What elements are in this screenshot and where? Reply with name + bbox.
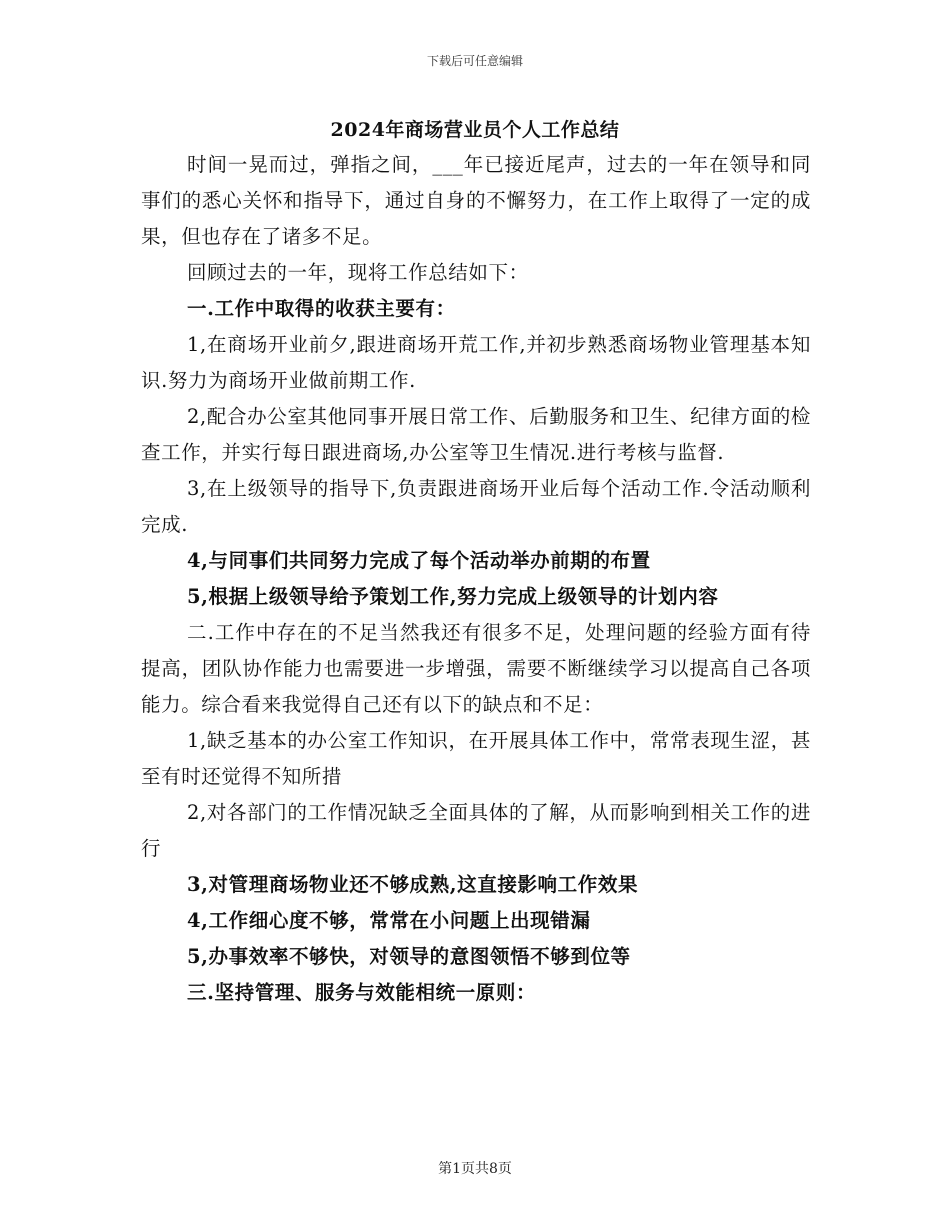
section-heading-principles: 三.坚持管理、服务与效能相统一原则：: [187, 981, 537, 1004]
list-item-shortcoming: 2,对各部门的工作情况缺乏全面具体的了解，从而影响到相关工作的进行: [141, 801, 811, 860]
document-title: 2024年商场营业员个人工作总结: [330, 119, 620, 141]
paragraph-review: 回顾过去的一年，现将工作总结如下：: [187, 261, 529, 284]
list-item-achievement: 1,在商场开业前夕,跟进商场开荒工作,并初步熟悉商场物业管理基本知识.努力为商场开业做前期工作.: [141, 333, 811, 392]
list-item-shortcoming: 3,对管理商场物业还不够成熟,这直接影响工作效果: [187, 873, 639, 896]
page-footer: 第1页共8页: [438, 1161, 512, 1177]
list-item-shortcoming: 1,缺乏基本的办公室工作知识，在开展具体工作中，常常表现生涩，甚至有时还觉得不知所措: [141, 729, 811, 788]
document-body: [141, 147, 811, 1011]
section-heading-shortcomings: 二.工作中存在的不足当然我还有很多不足，处理问题的经验方面有待提高，团队协作能力也需要进一步增强，需要不断继续学习以提高自己各项能力。综合看来我觉得自己还有以下的缺点和不足：: [141, 621, 811, 716]
list-item-shortcoming: 4,工作细心度不够，常常在小问题上出现错漏: [187, 909, 591, 932]
header-note: 下载后可任意编辑: [426, 54, 523, 68]
section-heading-achievements: 一.工作中取得的收获主要有：: [187, 297, 456, 320]
list-item-achievement: 3,在上级领导的指导下,负责跟进商场开业后每个活动工作.令活动顺利完成.: [141, 477, 811, 536]
list-item-shortcoming: 5,办事效率不够快，对领导的意图领悟不够到位等: [187, 945, 631, 968]
list-item-achievement: 2,配合办公室其他同事开展日常工作、后勤服务和卫生、纪律方面的检查工作，并实行每日跟进商场,办公室等卫生情况.进行考核与监督.: [141, 405, 811, 464]
paragraph-intro: 时间一晃而过，弹指之间，___年已接近尾声，过去的一年在领导和同事们的悉心关怀和指导下，通过自身的不懈努力，在工作上取得了一定的成果，但也存在了诸多不足。: [141, 153, 811, 248]
list-item-achievement: 5,根据上级领导给予策划工作,努力完成上级领导的计划内容: [187, 585, 719, 608]
list-item-achievement: 4,与同事们共同努力完成了每个活动举办前期的布置: [187, 549, 651, 572]
